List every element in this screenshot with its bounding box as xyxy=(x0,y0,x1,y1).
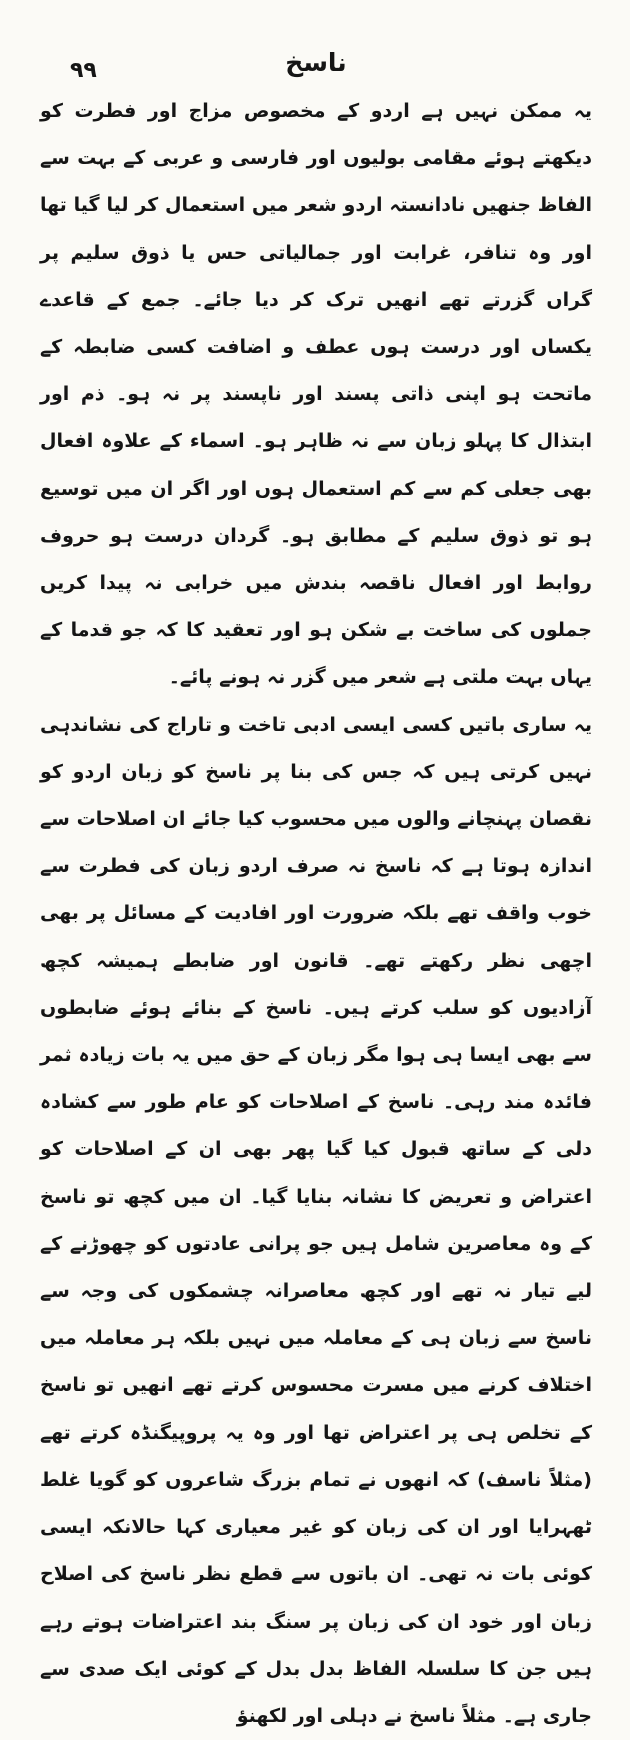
running-title: ناسخ xyxy=(285,48,347,77)
page-number: ۹۹ xyxy=(70,58,97,83)
paragraph: یہ ساری باتیں کسی ایسی ادبی تاخت و تاراج کی نشاندہی نہیں کرتی ہیں کہ جس کی بنا پر ناسخ کو زبان اردو کو نقصان پہنچانے والوں میں محسوب کیا جائے ان اصلاحات سے اندازہ ہوتا ہے کہ ناسخ نہ صرف اردو زبان کی فطرت سے خوب واقف تھے بلکہ ضرورت اور افادیت کے مسائل پر بھی اچھی نظر رکھتے تھے۔ قانون اور ضابطے ہمیشہ کچھ آزادیوں کو سلب کرتے ہیں۔ ناسخ کے بنائے ہوئے ضابطوں سے بھی ایسا ہی ہوا مگر زبان کے حق میں یہ بات زیادہ ثمر فائدہ مند رہی۔ ناسخ کے اصلاحات کو عام طور سے کشادہ دلی کے ساتھ قبول کیا گیا پھر بھی ان کے اصلاحات کو اعتراض و تعریض کا نشانہ بنایا گیا۔ ان میں کچھ تو ناسخ کے وہ معاصرین شامل ہیں جو پرانی عادتوں کو چھوڑنے کے لیے تیار نہ تھے اور کچھ معاصرانہ چشمکوں کی وجہ سے ناسخ سے زبان ہی کے معاملہ میں نہیں بلکہ ہر معاملہ میں اختلاف کرنے میں مسرت محسوس کرتے تھے انھیں تو ناسخ کے تخلص ہی پر اعتراض تھا اور وہ یہ پروپیگنڈہ کرتے تھے (مثلاً ناسف) کہ انھوں نے تمام بزرگ شاعروں کو گویا غلط ٹھہرایا اور ان کی زبان کو غیر معیاری کہا حالانکہ ایسی کوئی بات نہ تھی۔ ان باتوں سے قطع نظر ناسخ کی اصلاح زبان اور خود ان کی زبان پر سنگ بند اعتراضات ہوتے رہے ہیں جن کا سلسلہ الفاظ بدل بدل کے کوئی ایک صدی سے جاری ہے۔ مثلاً ناسخ نے دہلی اور لکھنؤ xyxy=(40,713,592,1727)
body-text xyxy=(40,88,592,1740)
running-head xyxy=(40,44,592,88)
paragraph: یہ ممکن نہیں ہے اردو کے مخصوص مزاج اور فطرت کو دیکھتے ہوئے مقامی بولیوں اور فارسی و عربی کے بہت سے الفاظ جنھیں نادانستہ اردو شعر میں استعمال کر لیا گیا تھا اور وہ تنافر، غرابت اور جمالیاتی حس یا ذوق سلیم پر گراں گزرتے تھے انھیں ترک کر دیا جائے۔ جمع کے قاعدے یکساں اور درست ہوں عطف و اضافت کسی ضابطہ کے ماتحت ہو اپنی ذاتی پسند اور ناپسند پر نہ ہو۔ ذم اور ابتذال کا پہلو زبان سے نہ ظاہر ہو۔ اسماء کے علاوہ افعال بھی جعلی کم سے کم استعمال ہوں اور اگر ان میں توسیع ہو تو ذوق سلیم کے مطابق ہو۔ گردان درست ہو حروف روابط اور افعال ناقصہ بندش میں خرابی نہ پیدا کریں جملوں کی ساخت بے شکن ہو اور تعقید کا کہ جو قدما کے یہاں بہت ملتی ہے شعر میں گزر نہ ہونے پائے۔ xyxy=(40,100,592,689)
